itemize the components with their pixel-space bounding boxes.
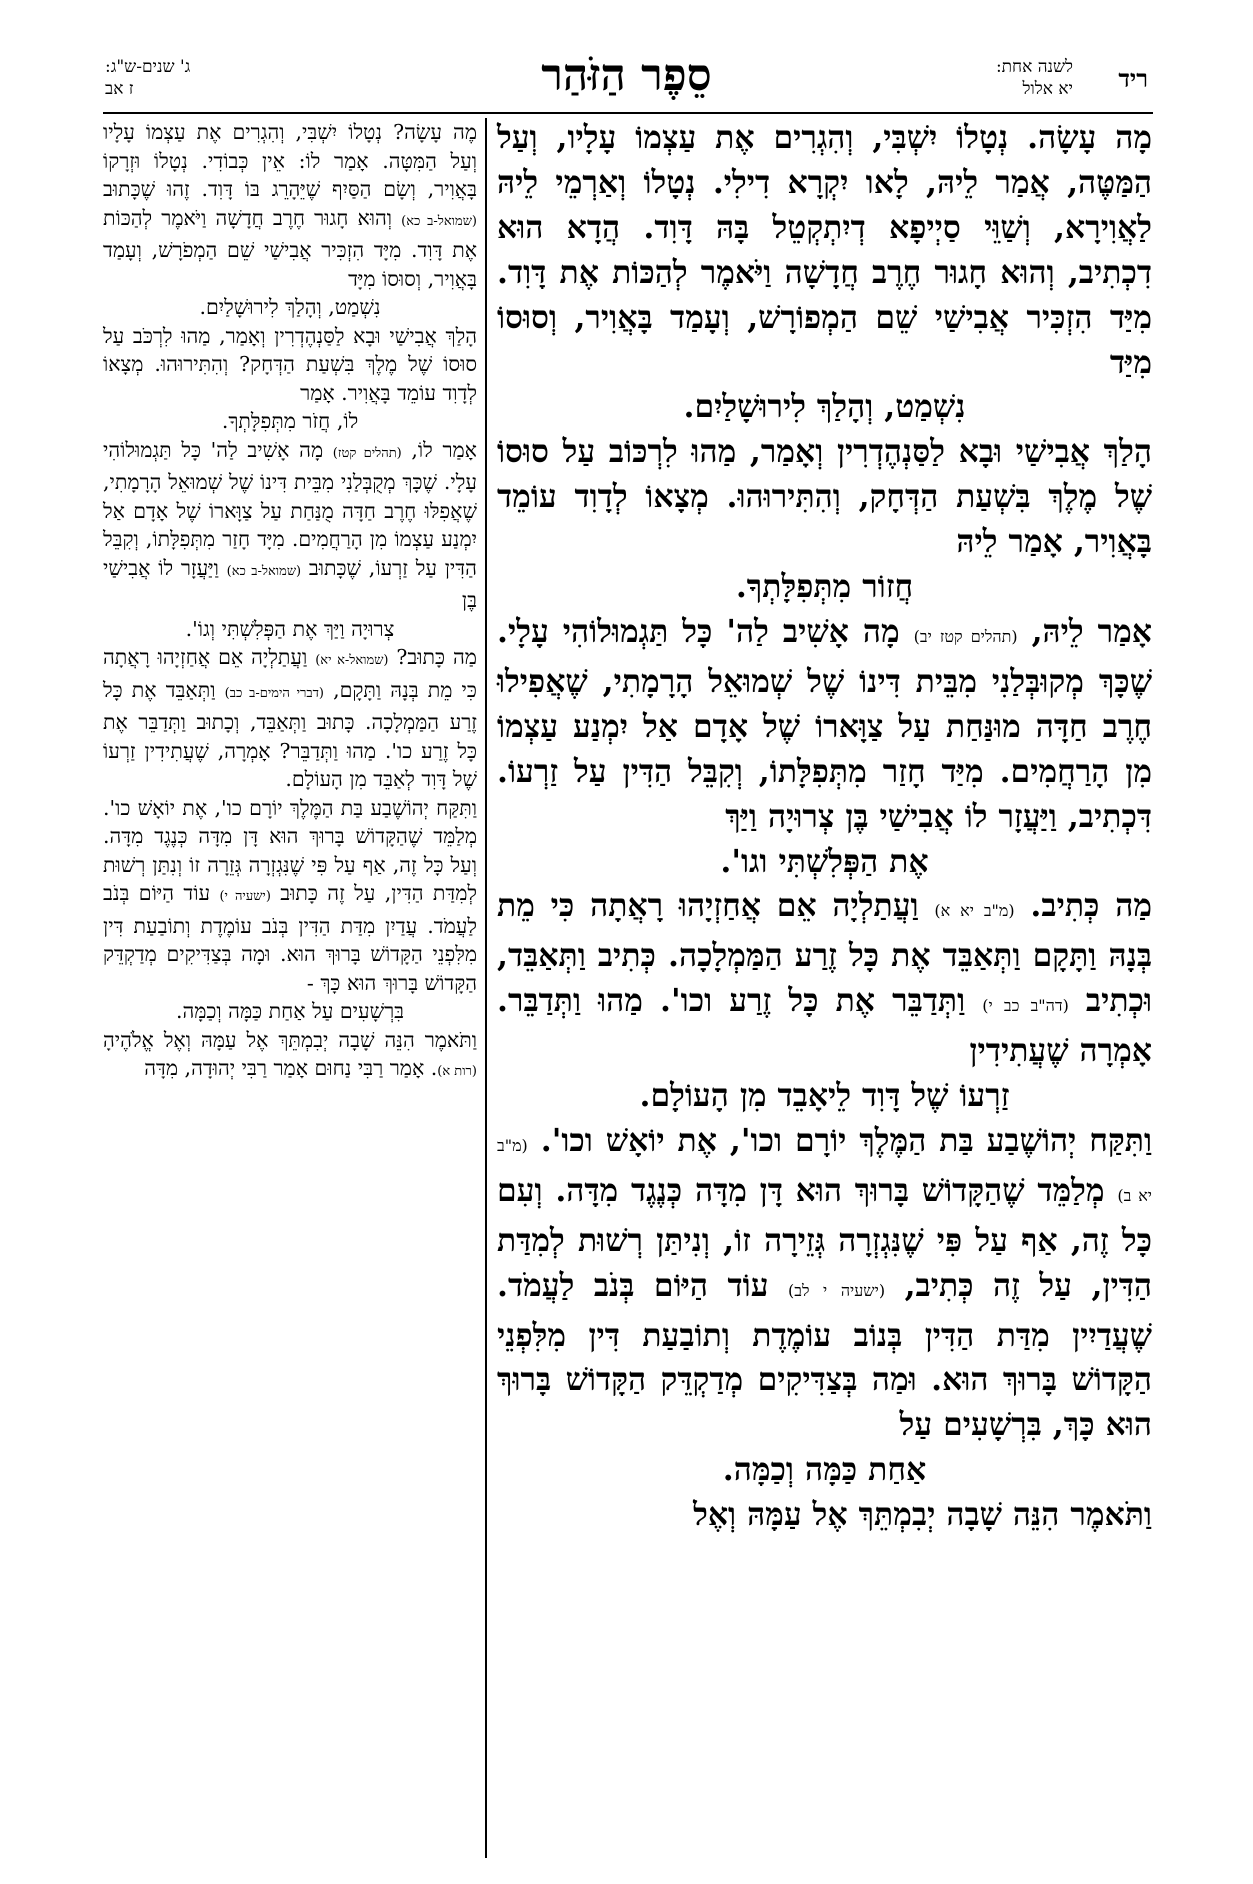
side-paragraph: וַתִּקַּח יְהוֹשֶׁבַע בַּת הַמֶּלֶךְ יוֹרָם כו', אֶת יוֹאָשׁ כו'. מְלַמֵּד שֶׁהַקָּדוֹשׁ בָּרוּךְ הוּא דָּן מִדָּה כְּנֶגֶד מִדָּה. וְעַל כָּל זֶה, אַף עַל פִּי שֶׁנִּגְזְרָה גְּזֵרָה זוֹ וְנִתַּן רְשׁוּת לְמִדַּת הַדִּין, עַל זֶה כָּתוּב (ישעיה י) עוֹד הַיּוֹם בְּנֹב לַעֲמֹד. עֲדַיִן מִדַּת הַדִּין בְּנֹב עוֹמֶדֶת וְתוֹבַעַת דִּין מִלִּפְנֵי הַקָּדוֹשׁ בָּרוּךְ הוּא. וּמָה בְּצַדִּיקִים מְדַקְדֵּק הַקָּדוֹשׁ בָּרוּךְ הוּא כָּךְ - bbox=[103, 795, 477, 995]
main-paragraph: וַתֹּאמֶר הִנֵּה שָׁבָה יְבִמְתֵּךְ אֶל עַמָּהּ וְאֶל bbox=[693, 1496, 1152, 1534]
aramaic-text-column bbox=[497, 116, 1152, 1538]
side-paragraph-end: נִשְׁמַט, וְהָלַךְ לִירוּשָׁלַיִם. bbox=[199, 295, 381, 319]
main-paragraph: הָלַךְ אֲבִישַׁי וּבָא לַסַּנְהֶדְרִין וְאָמַר, מַהוּ לִרְכּוֹב עַל סוּסוֹ שֶׁל מֶלֶךְ בִּשְׁעַת הַדְּחָק, וְהִתִּירוּהוּ. מְצָאוֹ לְדָוִד עוֹמֵד בָּאֲוִיר, אָמַר לֵיהּ bbox=[497, 433, 1152, 561]
verse-reference: (שמואל-ב כא) bbox=[401, 213, 477, 229]
verse-reference: (ישעיה י) bbox=[219, 889, 271, 904]
main-paragraph: מַה כְּתִיב. (מ"ב יא א) וַעֲתַלְיָה אֵם אֲחַזְיָהוּ רָאֲתָה כִּי מֵת בְּנָהּ וַתָּקָם וַתְּאַבֵּד אֶת כָּל זֶרַע הַמַּמְלָכָה. כְּתִיב וַתְּאַבֵּד, וּכְתִיב (דה"ב כב י) וַתְּדַבֵּר אֶת כָּל זֶרַע וכו'. מַהוּ וַתְּדַבֵּר. אָמְרָה שֶׁעֲתִידִין bbox=[497, 887, 1153, 1070]
side-paragraph-end: לוֹ, חֲזֹר מִתְּפִלָּתְךָ. bbox=[221, 409, 359, 433]
hebrew-translation-column bbox=[103, 118, 477, 1087]
side-paragraph-end: בִּרְשָׁעִים עַל אַחַת כַּמָּה וְכַמָּה. bbox=[175, 999, 405, 1023]
side-paragraph: וַתֹּאמֶר הִנֵּה שָׁבָה יְבִמְתֵּךְ אֶל עַמָּהּ וְאֶל אֱלֹהֶיהָ (רות א). אָמַר רַבִּי נַחוּם אָמַר רַבִּי יְהוּדָה, מִדָּה bbox=[103, 1027, 477, 1080]
schedule-one-year-date: יא אלול bbox=[1022, 79, 1073, 99]
verse-reference: (מ"ב יא ב) bbox=[497, 1135, 1153, 1205]
verse-reference: (מ"ב יא א) bbox=[934, 901, 1015, 921]
verse-reference: (דה"ב כב י) bbox=[982, 996, 1069, 1016]
page-header bbox=[0, 46, 1253, 116]
header-divider bbox=[103, 112, 1153, 114]
main-paragraph-end: נִשְׁמַט, וְהָלַךְ לִירוּשָׁלַיִם. bbox=[683, 388, 966, 426]
book-title: סֵפֶר הַזֹּהַר bbox=[541, 50, 712, 101]
column-divider bbox=[485, 118, 487, 1858]
verse-reference: (ישעיה י לב) bbox=[788, 1280, 886, 1300]
side-paragraph: אָמַר לוֹ, (תהלים קטז) מָה אָשִׁיב לַה' כָּל תַּגְמוּלוֹהִי עָלָי. שֶׁכָּךְ מְקֻבְּלַנִי מִבֵּית דִּינוֹ שֶׁל שְׁמוּאֵל הָרָמָתִי, שֶׁאֲפִלּוּ חֶרֶב חַדָּה מֻנַּחַת עַל צַוָּארוֹ שֶׁל אָדָם אַל יִמְנַע עַצְמוֹ מִן הָרַחֲמִים. מִיָּד חָזַר מִתְּפִלָּתוֹ, וְקִבֵּל הַדִּין עַל זַרְעוֹ, שֶׁכָּתוּב (שמואל-ב כא) וַיַּעֲזָר לוֹ אֲבִישַׁי בֶּן bbox=[103, 437, 477, 612]
schedule-three-years-date: ז אב bbox=[105, 79, 134, 99]
verse-reference: (שמואל-ב כא) bbox=[226, 563, 302, 579]
main-paragraph-end: זַרְעוֹ שֶׁל דָּוִד לֵיאָבֵד מִן הָעוֹלָם. bbox=[639, 1077, 1010, 1115]
main-paragraph: אָמַר לֵיהּ, (תהלים קטז יב) מָה אָשִׁיב לַה' כָּל תַּגְמוּלוֹהִי עָלָי. שֶׁכָּךְ מְקוּבְּלַנִי מִבֵּית דִּינוֹ שֶׁל שְׁמוּאֵל הָרָמָתִי, שֶׁאֲפִילוּ חֶרֶב חַדָּה מוּנַּחַת עַל צַוָּארוֹ שֶׁל אָדָם אַל יִמְנַע עַצְמוֹ מִן הָרַחֲמִים. מִיַּד חָזַר מִתְּפִלָּתוֹ, וְקִבֵּל הַדִּין עַל זַרְעוֹ. דִּכְתִיב, וַיַּעֲזָר לוֹ אֲבִישַׁי בֶּן צְרוּיָה וַיַּךְ bbox=[497, 612, 1153, 835]
main-paragraph: וַתִּקַּח יְהוֹשֶׁבַע בַּת הַמֶּלֶךְ יוֹרָם וכו', אֶת יוֹאָשׁ וכו'. (מ"ב יא ב) מְלַמֵּד שֶׁהַקָּדוֹשׁ בָּרוּךְ הוּא דָּן מִדָּה כְּנֶגֶד מִדָּה. וְעִם כָּל זֶה, אַף עַל פִּי שֶׁנִּגְזְרָה גְּזֵירָה זוֹ, וְנִיתַּן רְשׁוּת לְמִדַּת הַדִּין, עַל זֶה כְּתִיב, (ישעיה י לב) עוֹד הַיּוֹם בְּנֹב לַעֲמֹד. שֶׁעֲדַיִין מִדַּת הַדִּין בְּנוֹב עוֹמֶדֶת וְתוֹבַעַת דִּין מִלִּפְנֵי הַקָּדוֹשׁ בָּרוּךְ הוּא. וּמַה בְּצַדִּיקִים מְדַקְדֵּק הַקָּדוֹשׁ בָּרוּךְ הוּא כָּךְ, בִּרְשָׁעִים עַל bbox=[497, 1121, 1153, 1444]
verse-reference: (רות א) bbox=[437, 1064, 477, 1079]
verse-reference: (תהלים קטז) bbox=[332, 445, 402, 461]
side-paragraph: מֶה עָשָׂה? נְטָלוֹ יִשְׁבִּי, וְהִגְרִים אֶת עַצְמוֹ עָלָיו וְעַל הַמִּטָּה. אָמַר לוֹ: אֵין כְּבוֹדִי. נְטָלוֹ וּזְרָקוֹ בָּאֲוִיר, וְשָׂם הַסַּיִף שֶׁיֵּהָרֵג בּוֹ דָּוִד. זֶהוּ שֶׁכָּתוּב (שמואל-ב כא) וְהוּא חָגוּר חֶרֶב חֲדָשָׁה וַיֹּאמֶר לְהַכּוֹת אֶת דָּוִד. מִיָּד הִזְכִּיר אֲבִישַׁי שֵׁם הַמְפֹרָשׁ, וְעָמַד בָּאֲוִיר, וְסוּסוֹ מִיָּד bbox=[103, 120, 477, 291]
side-paragraph: הָלַךְ אֲבִישַׁי וּבָא לַסַּנְהֶדְרִין וְאָמַר, מַהוּ לִרְכֹּב עַל סוּסוֹ שֶׁל מֶלֶךְ בִּשְׁעַת הַדְּחָק? וְהִתִּירוּהוּ. מְצָאוֹ לְדָוִד עוֹמֵד בָּאֲוִיר. אָמַר bbox=[103, 323, 477, 405]
side-paragraph: מַה כָּתוּב? (שמואל-א יא) וַעֲתַלְיָה אֵם אֲחַזְיָהוּ רָאֲתָה כִּי מֵת בְּנָהּ וַתָּקָם, (דברי הימים-ב כב) וַתְּאַבֵּד אֶת כָּל זֶרַע הַמַּמְלָכָה. כָּתוּב וַתְּאַבֵּד, וְכָתוּב וַתְּדַבֵּר אֶת כָּל זֶרַע כו'. מַהוּ וַתְּדַבֵּר? אָמְרָה, שֶׁעֲתִידִין זַרְעוֹ שֶׁל דָּוִד לְאַבֵּד מִן הָעוֹלָם. bbox=[103, 645, 477, 791]
reading-schedule-three-years bbox=[105, 56, 190, 100]
main-paragraph-end: חֲזוֹר מִתְּפִלָּתְךָ. bbox=[735, 568, 914, 606]
verse-reference: (דברי הימים-ב כב) bbox=[224, 685, 324, 701]
main-paragraph-end: אֶת הַפְּלִשְׁתִּי וגו'. bbox=[720, 842, 929, 880]
main-paragraph: מָה עָשָׂה. נְטָלוֹ יִשְׁבִּי, וְהִגְרִים אֶת עַצְמוֹ עָלָיו, וְעַל הַמַּטֶּה, אֲמַר לֵיהּ, לָאו יִקְרָא דִילִי. נְטָלוֹ וְאַרְמֵי לֵיהּ לַאֲוִירָא, וְשַׁוֵּי סַיְיפָא דְיִתְקְטֵל בָּהּ דָּוִד. הֲדָא הוּא דִכְתִיב, וְהוּא חָגוּר חֶרֶב חֲדָשָׁה וַיֹּאמֶר לְהַכּוֹת אֶת דָּוִד. מִיַּד הִזְכִּיר אֲבִישַׁי שֵׁם הַמְפוֹרָשׁ, וְעָמַד בָּאֲוִיר, וְסוּסוֹ מִיַּד bbox=[497, 119, 1152, 381]
side-paragraph-end: צְרוּיָה וַיַּךְ אֶת הַפְּלִשְׁתִּי וְגוֹ'. bbox=[185, 616, 395, 641]
verse-reference: (תהלים קטז יב) bbox=[913, 626, 1018, 646]
schedule-one-year-label: לשנה אחת: bbox=[995, 57, 1073, 77]
main-paragraph-end: אַחַת כַּמָּה וְכַמָּה. bbox=[722, 1451, 927, 1489]
schedule-three-years-label: ג' שנים-ש"ג: bbox=[105, 57, 191, 77]
page-number: ריד bbox=[1118, 64, 1148, 93]
verse-reference: (שמואל-א יא) bbox=[315, 653, 389, 668]
